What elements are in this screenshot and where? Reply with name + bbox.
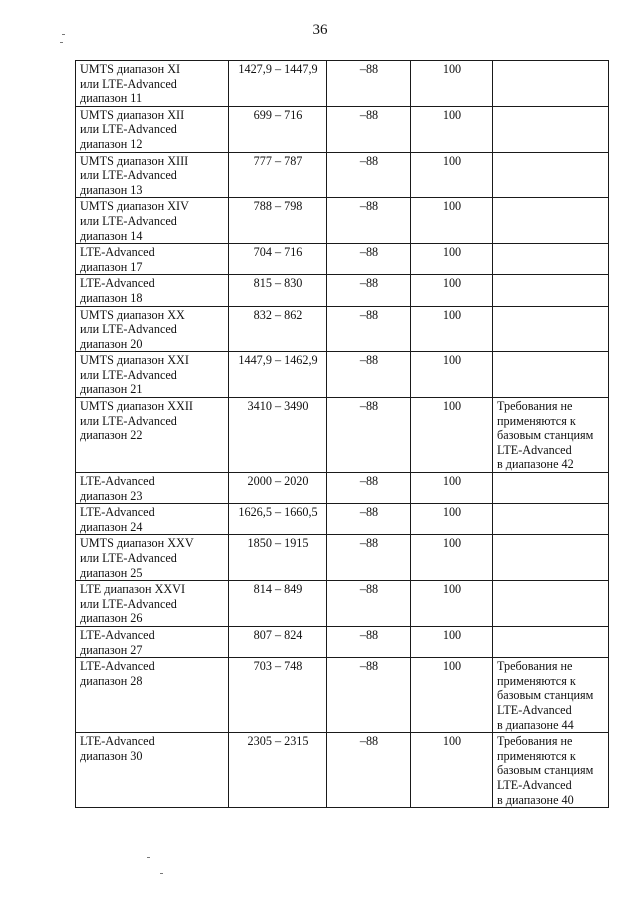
table-row <box>76 198 609 244</box>
frequency-range-cell: 704 – 716 <box>229 244 327 275</box>
value-cell: 100 <box>411 626 493 657</box>
frequency-range-cell: 777 – 787 <box>229 152 327 198</box>
level-cell: –88 <box>327 275 411 306</box>
band-cell: LTE-Advanced диапазон 17 <box>76 244 229 275</box>
level-cell: –88 <box>327 473 411 504</box>
value-cell: 100 <box>411 733 493 808</box>
band-cell: UMTS диапазон XXV или LTE-Advanced диапазон 25 <box>76 535 229 581</box>
note-cell <box>493 61 609 107</box>
frequency-range-cell: 1427,9 – 1447,9 <box>229 61 327 107</box>
band-cell: UMTS диапазон XXI или LTE-Advanced диапазон 21 <box>76 352 229 398</box>
frequency-range-cell: 1626,5 – 1660,5 <box>229 504 327 535</box>
table-row <box>76 152 609 198</box>
frequency-range-cell: 1447,9 – 1462,9 <box>229 352 327 398</box>
level-cell: –88 <box>327 581 411 627</box>
frequency-range-cell: 814 – 849 <box>229 581 327 627</box>
level-cell: –88 <box>327 306 411 352</box>
table-row <box>76 61 609 107</box>
note-cell: Требования не применяются к базовым станциям LTE-Advanced в диапазоне 44 <box>493 658 609 733</box>
value-cell: 100 <box>411 473 493 504</box>
level-cell: –88 <box>327 658 411 733</box>
level-cell: –88 <box>327 244 411 275</box>
frequency-range-cell: 788 – 798 <box>229 198 327 244</box>
note-cell: Требования не применяются к базовым станциям LTE-Advanced в диапазоне 40 <box>493 733 609 808</box>
level-cell: –88 <box>327 352 411 398</box>
value-cell: 100 <box>411 106 493 152</box>
band-cell: UMTS диапазон XXII или LTE-Advanced диапазон 22 <box>76 398 229 473</box>
note-cell <box>493 535 609 581</box>
frequency-range-cell: 2305 – 2315 <box>229 733 327 808</box>
table-body <box>76 61 609 808</box>
frequency-range-cell: 807 – 824 <box>229 626 327 657</box>
table-row <box>76 733 609 808</box>
band-requirements-table <box>75 60 609 808</box>
level-cell: –88 <box>327 626 411 657</box>
band-cell: LTE-Advanced диапазон 24 <box>76 504 229 535</box>
band-cell: UMTS диапазон XX или LTE-Advanced диапазон 20 <box>76 306 229 352</box>
band-cell: LTE-Advanced диапазон 18 <box>76 275 229 306</box>
note-cell: Требования не применяются к базовым станциям LTE-Advanced в диапазоне 42 <box>493 398 609 473</box>
value-cell: 100 <box>411 504 493 535</box>
level-cell: –88 <box>327 504 411 535</box>
band-cell: UMTS диапазон XII или LTE-Advanced диапазон 12 <box>76 106 229 152</box>
scan-speck <box>60 42 63 43</box>
level-cell: –88 <box>327 398 411 473</box>
level-cell: –88 <box>327 152 411 198</box>
note-cell <box>493 581 609 627</box>
table-row <box>76 244 609 275</box>
band-cell: LTE-Advanced диапазон 27 <box>76 626 229 657</box>
table-row <box>76 658 609 733</box>
page-number: 36 <box>312 22 328 38</box>
value-cell: 100 <box>411 275 493 306</box>
note-cell <box>493 106 609 152</box>
level-cell: –88 <box>327 198 411 244</box>
band-cell: UMTS диапазон XIV или LTE-Advanced диапазон 14 <box>76 198 229 244</box>
value-cell: 100 <box>411 152 493 198</box>
band-cell: LTE-Advanced диапазон 28 <box>76 658 229 733</box>
value-cell: 100 <box>411 198 493 244</box>
value-cell: 100 <box>411 535 493 581</box>
table-row <box>76 581 609 627</box>
frequency-range-cell: 1850 – 1915 <box>229 535 327 581</box>
table-row <box>76 504 609 535</box>
frequency-range-cell: 815 – 830 <box>229 275 327 306</box>
note-cell <box>493 244 609 275</box>
frequency-range-cell: 2000 – 2020 <box>229 473 327 504</box>
note-cell <box>493 275 609 306</box>
frequency-range-cell: 832 – 862 <box>229 306 327 352</box>
value-cell: 100 <box>411 398 493 473</box>
table-row <box>76 352 609 398</box>
value-cell: 100 <box>411 244 493 275</box>
band-cell: LTE диапазон XXVI или LTE-Advanced диапазон 26 <box>76 581 229 627</box>
band-cell: LTE-Advanced диапазон 23 <box>76 473 229 504</box>
table-row <box>76 473 609 504</box>
frequency-range-cell: 703 – 748 <box>229 658 327 733</box>
band-cell: UMTS диапазон XIII или LTE-Advanced диапазон 13 <box>76 152 229 198</box>
table-row <box>76 535 609 581</box>
scan-speck <box>147 857 150 858</box>
table-row <box>76 275 609 306</box>
scan-speck <box>62 34 65 35</box>
value-cell: 100 <box>411 658 493 733</box>
table-row <box>76 306 609 352</box>
level-cell: –88 <box>327 733 411 808</box>
band-cell: LTE-Advanced диапазон 30 <box>76 733 229 808</box>
table-row <box>76 398 609 473</box>
note-cell <box>493 473 609 504</box>
level-cell: –88 <box>327 535 411 581</box>
table-row <box>76 626 609 657</box>
note-cell <box>493 306 609 352</box>
frequency-range-cell: 3410 – 3490 <box>229 398 327 473</box>
value-cell: 100 <box>411 61 493 107</box>
value-cell: 100 <box>411 581 493 627</box>
table-row <box>76 106 609 152</box>
band-cell: UMTS диапазон XI или LTE-Advanced диапазон 11 <box>76 61 229 107</box>
level-cell: –88 <box>327 106 411 152</box>
note-cell <box>493 152 609 198</box>
frequency-range-cell: 699 – 716 <box>229 106 327 152</box>
note-cell <box>493 504 609 535</box>
note-cell <box>493 352 609 398</box>
note-cell <box>493 626 609 657</box>
note-cell <box>493 198 609 244</box>
scan-speck <box>160 873 163 874</box>
level-cell: –88 <box>327 61 411 107</box>
value-cell: 100 <box>411 352 493 398</box>
value-cell: 100 <box>411 306 493 352</box>
